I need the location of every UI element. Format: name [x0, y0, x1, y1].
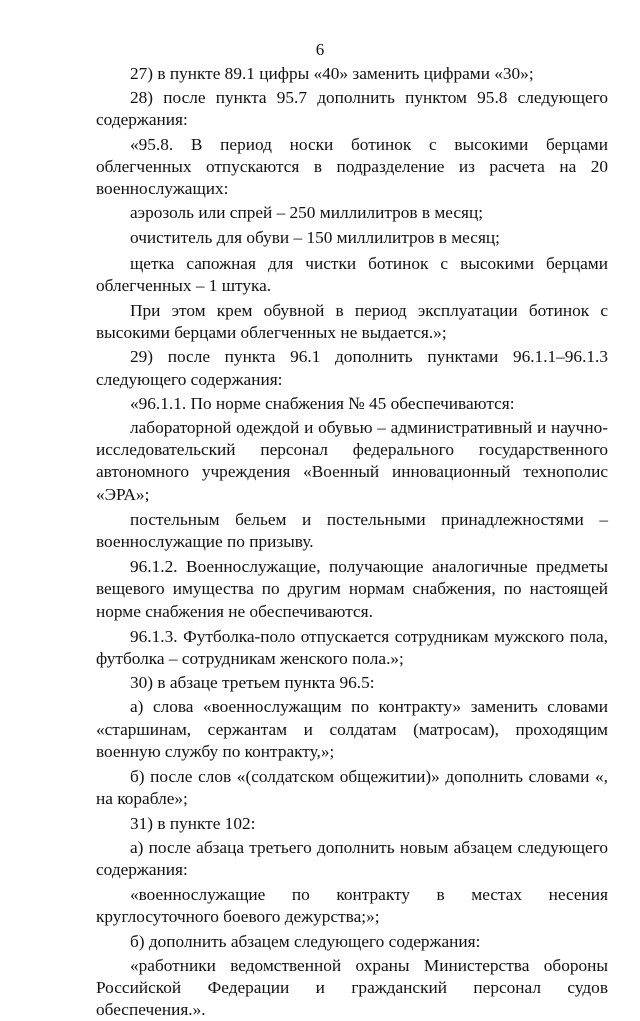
paragraph-96-1-3: 96.1.3. Футболка-поло отпускается сотрудникам мужского пола, футболка – сотрудникам женского пола.»; — [96, 626, 608, 669]
paragraph-item-30-b: б) после слов «(солдатском общежитии)» дополнить словами «, на корабле»; — [96, 767, 608, 809]
paragraph-item-28: 28) после пункта 95.7 дополнить пунктом 95.8 следующего содержания: — [96, 88, 608, 130]
paragraph-lab-clothing: лабораторной одеждой и обувью – административный и научно-исследовательский персонал федерального государственного автономного учреждения «Военный инновационный технополис «ЭРА»; — [96, 418, 608, 504]
document-body — [96, 63, 608, 1021]
paragraph-item-27: 27) в пункте 89.1 цифры «40» заменить цифрами «30»; — [130, 64, 534, 83]
paragraph-item-31: 31) в пункте 102: — [130, 813, 256, 833]
paragraph-quote-guards: «работники ведомственной охраны Министерства обороны Российской Федерации и гражданский персонал судов обеспечения.». — [96, 955, 608, 1020]
paragraph-quote-95-8: «95.8. В период носки ботинок с высокими берцами облегченных отпускаются в подразделение из расчета на 20 военнослужащих: — [96, 134, 608, 199]
paragraph-quote-duty: «военнослужащие по контракту в местах несения круглосуточного боевого дежурства;»; — [96, 885, 608, 927]
paragraph-bedding: постельным бельем и постельными принадлежностями – военнослужащие по призыву. — [96, 509, 608, 552]
paragraph-item-29: 29) после пункта 96.1 дополнить пунктами 96.1.1–96.1.3 следующего содержания: — [96, 347, 608, 389]
paragraph-item-31-a: а) после абзаца третьего дополнить новым абзацем следующего содержания: — [96, 837, 608, 879]
paragraph-quote-96-1-1: «96.1.1. По норме снабжения № 45 обеспечиваются: — [130, 393, 515, 413]
paragraph-item-30: 30) в абзаце третьем пункта 96.5: — [130, 673, 375, 693]
paragraph-shoe-cleaner: очиститель для обуви – 150 миллилитров в месяц; — [130, 228, 500, 248]
page-number: 6 — [315, 40, 325, 59]
paragraph-aerosol: аэрозоль или спрей – 250 миллилитров в месяц; — [130, 203, 484, 223]
paragraph-96-1-2: 96.1.2. Военнослужащие, получающие аналогичные предметы вещевого имущества по другим нормам снабжения, по настоящей норме снабжения не обеспечиваются. — [96, 557, 608, 621]
paragraph-shoe-brush: щетка сапожная для чистки ботинок с высокими берцами облегченных – 1 штука. — [96, 253, 608, 295]
paragraph-item-31-b: б) дополнить абзацем следующего содержания: — [130, 931, 481, 951]
paragraph-item-30-a: а) слова «военнослужащим по контракту» заменить словами «старшинам, сержантам и солдатам (матросам), проходящим военную службу по контракту,»; — [96, 697, 608, 761]
paragraph-shoe-cream: При этом крем обувной в период эксплуатации ботинок с высокими берцами облегченных не выдается.»; — [96, 301, 608, 343]
